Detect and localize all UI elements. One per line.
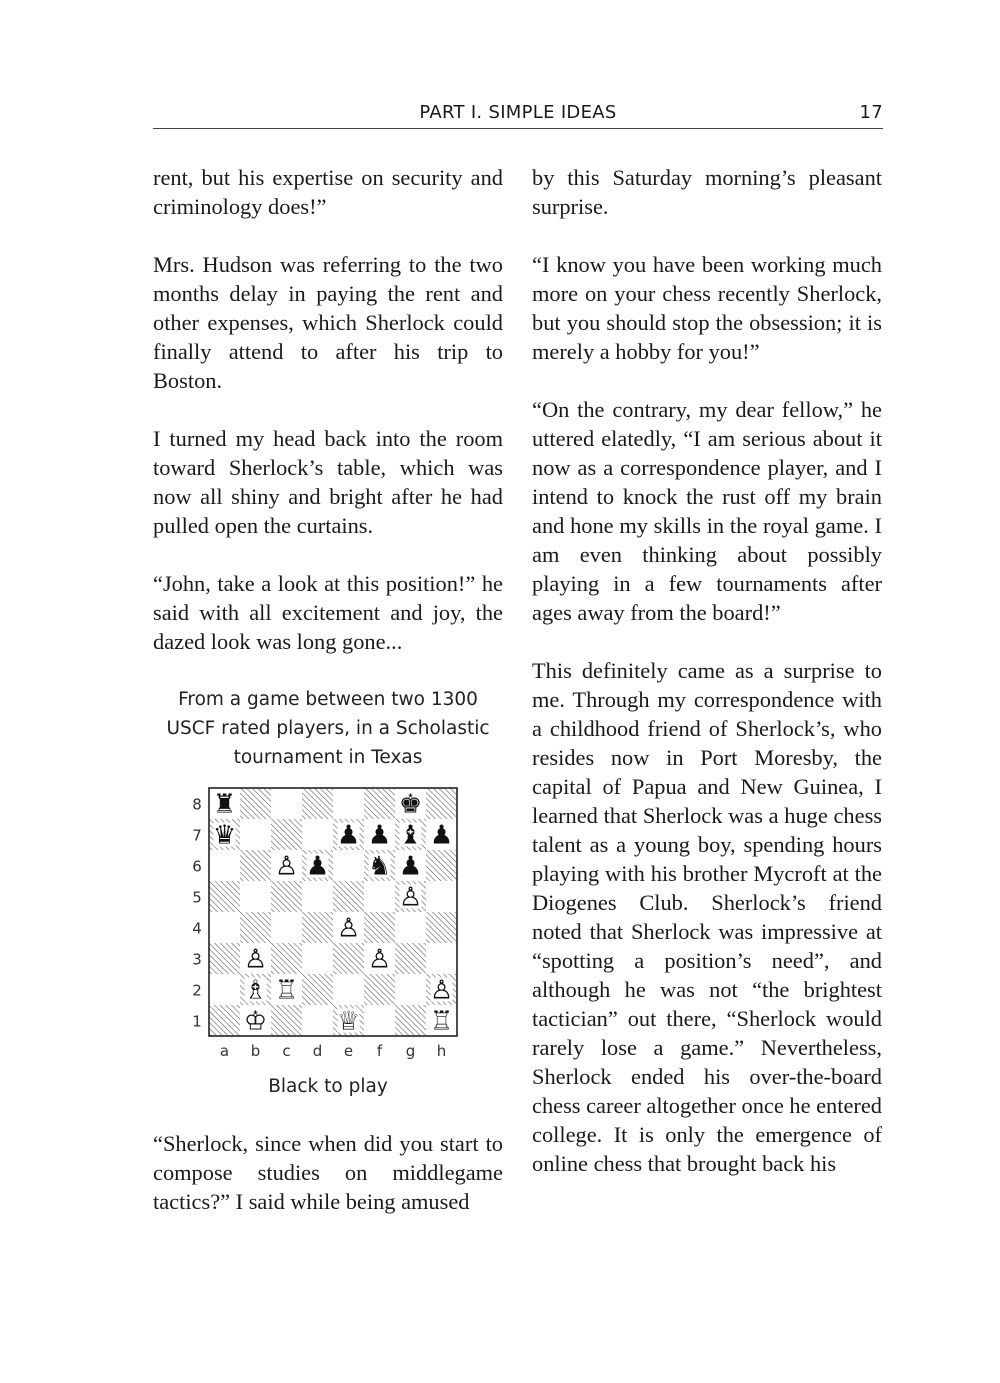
board-square xyxy=(302,788,333,819)
white-pawn-icon: ♙ xyxy=(398,882,423,913)
rank-label: 1 xyxy=(192,1012,202,1031)
file-label: b xyxy=(250,1042,261,1060)
board-square xyxy=(333,850,364,881)
paragraph: “I know you have been working much more on your chess recently Sherlock, but you should stop the obsession; it is merely a hobby for you!” xyxy=(532,252,882,364)
side-to-move-caption: Black to play xyxy=(268,1076,388,1097)
file-label: c xyxy=(282,1042,291,1060)
board-square xyxy=(302,1005,333,1036)
paragraph: “On the contrary, my dear fellow,” he uttered elatedly, “I am serious about it now as a correspondence player, and I intend to knock the rust off my brain and hone my skills in the royal game. I am even thinking about possibly playing in a few tournaments after ages away from the board!” xyxy=(532,397,882,625)
diagram-caption: From a game between two 1300 USCF rated players, in a Scholastic tournament in Texas xyxy=(166,689,490,768)
board-square xyxy=(426,943,457,974)
file-label: h xyxy=(436,1042,447,1060)
paragraph: This definitely came as a surprise to me. Through my correspondence with a childhood friend of Sherlock’s, who resides now in Port Moresby, the capital of Papua and New Guinea, I learned that Sherlock was a huge chess talent as a young boy, spending hours playing with his brother Mycroft at the Diogenes Club. Sherlock’s friend noted that Sherlock was impressive at “spotting a position’s need”, and although he was not “the brightest tactician” out there, “Sherlock would rarely lose a game.” Nevertheless, Sherlock ended his over-the-board chess career altogether once he entered college. It is only the emergence of online chess that brought back his xyxy=(532,658,882,1176)
rank-label: 2 xyxy=(192,981,202,1000)
white-pawn-icon: ♙ xyxy=(243,944,268,975)
board-square xyxy=(302,943,333,974)
left-column xyxy=(153,163,503,1245)
board-square xyxy=(209,850,240,881)
white-pawn-icon: ♙ xyxy=(336,913,361,944)
black-pawn-icon: ♟ xyxy=(398,851,423,882)
board-square xyxy=(240,850,271,881)
black-king-icon: ♚ xyxy=(398,789,423,820)
board-square xyxy=(240,788,271,819)
board-square xyxy=(271,788,302,819)
board-square xyxy=(302,881,333,912)
board-square xyxy=(333,974,364,1005)
board-square xyxy=(333,788,364,819)
file-label: a xyxy=(219,1042,230,1060)
paragraph: “Sherlock, since when did you start to compose studies on middlegame tactics?” I said while being amused xyxy=(153,1131,503,1214)
chess-diagram xyxy=(153,780,503,1080)
board-square xyxy=(426,850,457,881)
white-queen-icon: ♕ xyxy=(336,1006,361,1037)
paragraph: “John, take a look at this position!” he said with all excitement and joy, the dazed look was long gone... xyxy=(153,571,503,654)
right-column xyxy=(532,163,882,1207)
white-pawn-icon: ♙ xyxy=(429,975,454,1006)
board-square xyxy=(209,1005,240,1036)
board-square xyxy=(271,819,302,850)
board-square xyxy=(364,912,395,943)
white-king-icon: ♔ xyxy=(243,1006,268,1037)
board-square xyxy=(364,881,395,912)
board-square xyxy=(333,943,364,974)
board-square xyxy=(271,1005,302,1036)
board-square xyxy=(271,881,302,912)
board-square xyxy=(209,943,240,974)
black-pawn-icon: ♟ xyxy=(336,820,361,851)
paragraph: by this Saturday morning’s pleasant surprise. xyxy=(532,165,882,219)
black-rook-icon: ♜ xyxy=(212,789,237,820)
white-rook-icon: ♖ xyxy=(429,1006,454,1037)
white-bishop-icon: ♗ xyxy=(243,975,268,1006)
white-pawn-icon: ♙ xyxy=(367,944,392,975)
board-square xyxy=(302,974,333,1005)
board-square xyxy=(395,912,426,943)
board-square xyxy=(302,819,333,850)
file-label: f xyxy=(376,1042,383,1060)
page-number: 17 xyxy=(859,102,883,123)
board-square xyxy=(364,974,395,1005)
rank-label: 6 xyxy=(192,857,202,876)
board-square xyxy=(333,881,364,912)
board-square xyxy=(426,788,457,819)
running-head xyxy=(153,98,883,129)
board-square xyxy=(271,943,302,974)
paragraph: rent, but his expertise on security and criminology does!” xyxy=(153,165,503,219)
rank-label: 7 xyxy=(192,826,202,845)
white-pawn-icon: ♙ xyxy=(274,851,299,882)
black-bishop-icon: ♝ xyxy=(398,820,423,851)
chess-board xyxy=(153,780,503,1080)
board-square xyxy=(240,819,271,850)
board-square xyxy=(209,881,240,912)
black-queen-icon: ♛ xyxy=(212,820,237,851)
black-pawn-icon: ♟ xyxy=(305,851,330,882)
board-square xyxy=(209,974,240,1005)
board-square xyxy=(240,912,271,943)
board-square xyxy=(271,912,302,943)
paragraph: Mrs. Hudson was referring to the two months delay in paying the rent and other expenses, which Sherlock could finally attend to after his trip to Boston. xyxy=(153,252,503,393)
rank-label: 5 xyxy=(192,888,202,907)
board-square xyxy=(395,974,426,1005)
black-pawn-icon: ♟ xyxy=(429,820,454,851)
board-square xyxy=(364,788,395,819)
white-rook-icon: ♖ xyxy=(274,975,299,1006)
board-square xyxy=(426,912,457,943)
rank-label: 4 xyxy=(192,919,202,938)
rank-label: 8 xyxy=(192,795,202,814)
black-pawn-icon: ♟ xyxy=(367,820,392,851)
black-knight-icon: ♞ xyxy=(367,851,392,882)
running-head-title: PART I. SIMPLE IDEAS xyxy=(419,102,617,123)
paragraph: I turned my head back into the room toward Sherlock’s table, which was now all shiny and bright after he had pulled open the curtains. xyxy=(153,426,503,538)
board-square xyxy=(302,912,333,943)
rank-label: 3 xyxy=(192,950,202,969)
board-square xyxy=(426,881,457,912)
board-square xyxy=(364,1005,395,1036)
board-square xyxy=(395,1005,426,1036)
file-label: e xyxy=(343,1042,354,1060)
file-label: g xyxy=(405,1042,416,1060)
board-square xyxy=(395,943,426,974)
board-square xyxy=(240,881,271,912)
file-label: d xyxy=(312,1042,323,1060)
board-square xyxy=(209,912,240,943)
